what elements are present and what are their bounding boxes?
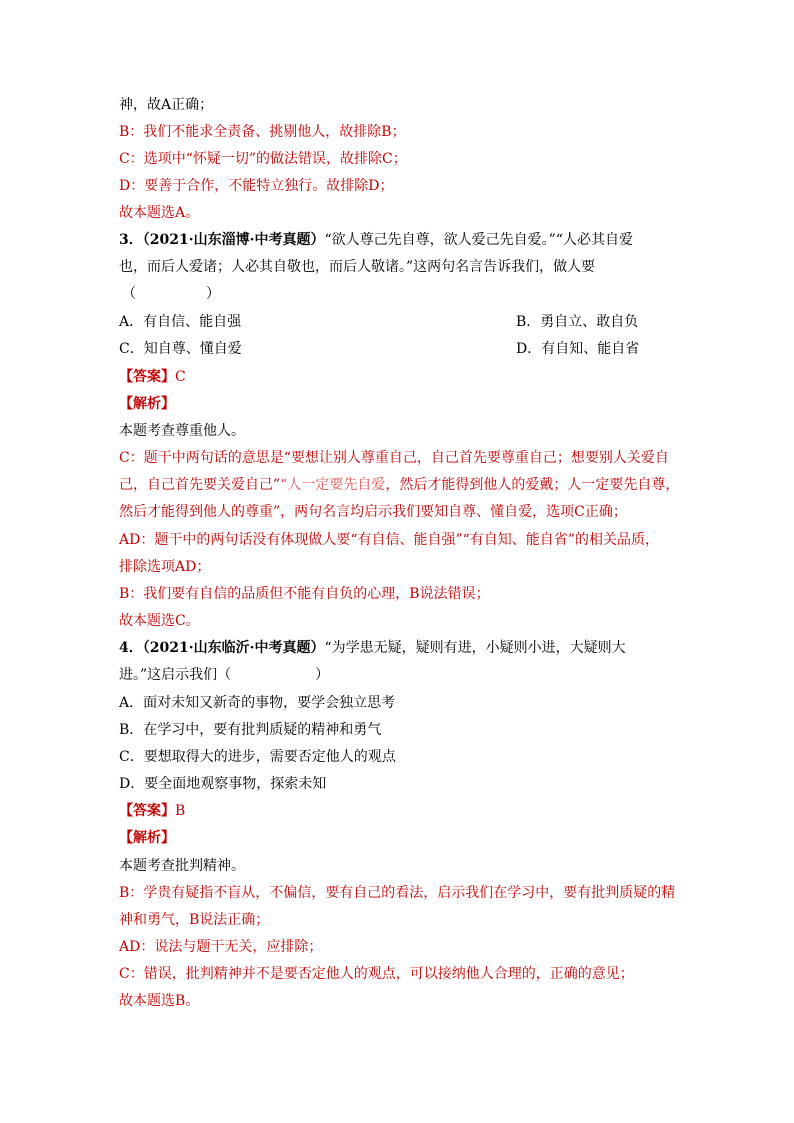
q3-conclusion: 故本题选C。	[119, 613, 200, 629]
q3-analysis-quote: “人一定要先自爱	[280, 477, 386, 493]
q3-option-d: D．有自知、能自省	[516, 341, 640, 357]
q3-analysis-line: 本题考查尊重他人。	[119, 423, 245, 439]
q3-answer	[119, 367, 186, 387]
q4-analysis-label: 【解析】	[119, 830, 175, 846]
q3-analysis-line: 排除选项AD；	[119, 559, 211, 575]
q3-source: （2021·山东淄博·中考真题）	[142, 232, 325, 248]
q3-options-row2	[119, 339, 719, 359]
q4-stem-line2: 进。”这启示我们（ ）	[119, 667, 330, 683]
q3-analysis-line: B：我们要有自信的品质但不能有自负的心理，B说法错误；	[119, 586, 490, 602]
q3-number: 3．	[119, 232, 143, 248]
answer-value: C	[175, 369, 186, 385]
q4-stem-text: “为学患无疑，疑则有进，小疑则小进，大疑则大	[324, 640, 626, 656]
q4-analysis-line: 本题考查批判精神。	[119, 858, 245, 874]
q3-analysis-line: 然后才能得到他人的尊重”，两句名言均启示我们要知自尊、懂自爱，选项C正确；	[119, 504, 627, 520]
q4-analysis-line: C：错误，批判精神并不是要否定他人的观点，可以接纳他人合理的，正确的意见；	[119, 966, 634, 982]
q3-analysis-text: ，然后才能得到他人的爱戴；人一定要先自尊，	[385, 477, 680, 493]
q3-analysis-line	[119, 475, 679, 495]
answer-label: 【答案】	[119, 803, 175, 819]
q3-option-c: C．知自尊、懂自爱	[119, 341, 242, 357]
q3-option-b: B．勇自立、敢自负	[516, 314, 639, 330]
q3-analysis-line: AD：题干中的两句话没有体现做人要“有自信、能自强”“有自知、能自省”的相关品质，	[119, 532, 659, 548]
q4-analysis-line: AD：说法与题干无关，应排除；	[119, 939, 323, 955]
q4-option-c: C．要想取得大的进步，需要否定他人的观点	[119, 749, 396, 765]
q2-analysis-line: B：我们不能求全责备、挑剔他人，故排除B；	[119, 124, 406, 140]
q2-analysis-line: C：选项中“怀疑一切”的做法错误，故排除C；	[119, 151, 407, 167]
q4-analysis-line: 神和勇气，B说法正确；	[119, 912, 270, 928]
q3-stem-text: “欲人尊己先自尊，欲人爱己先自爱。”“人必其自爱	[324, 232, 633, 248]
q2-analysis-line: D：要善于合作，不能特立独行。故排除D；	[119, 178, 394, 194]
q2-analysis-line: 神，故A正确；	[119, 97, 214, 113]
q2-conclusion: 故本题选A。	[119, 205, 200, 221]
answer-label: 【答案】	[119, 369, 175, 385]
q3-option-a: A．有自信、能自强	[119, 314, 242, 330]
answer-value: B	[175, 803, 186, 819]
q3-stem-line2: 也，而后人爱诸；人必其自敬也，而后人敬诸。”这两句名言告诉我们，做人要	[119, 259, 596, 275]
q4-answer	[119, 801, 185, 821]
q4-stem-line1	[119, 638, 626, 658]
q4-analysis-line: B：学贵有疑指不盲从，不偏信，要有自己的看法，启示我们在学习中，要有批判质疑的精	[119, 885, 676, 901]
q3-analysis-label: 【解析】	[119, 396, 175, 412]
q4-source: （2021·山东临沂·中考真题）	[142, 640, 325, 656]
q3-options-row1	[119, 312, 719, 332]
q4-conclusion: 故本题选B。	[119, 993, 200, 1009]
q3-analysis-line: C：题干中两句话的意思是“要想让别人尊重自己，自己首先要尊重自己；想要别人关爱自	[119, 450, 669, 466]
q3-stem-line1	[119, 230, 633, 250]
q4-option-b: B．在学习中，要有批判质疑的精神和勇气	[119, 722, 382, 738]
q4-number: 4．	[119, 640, 143, 656]
q3-answer-blank: （ ）	[122, 286, 220, 302]
q3-analysis-text: 己，自己首先要关爱自己”	[119, 477, 281, 493]
q4-option-a: A．面对未知又新奇的事物，要学会独立思考	[119, 695, 396, 711]
q4-option-d: D．要全面地观察事物，探索未知	[119, 776, 327, 792]
